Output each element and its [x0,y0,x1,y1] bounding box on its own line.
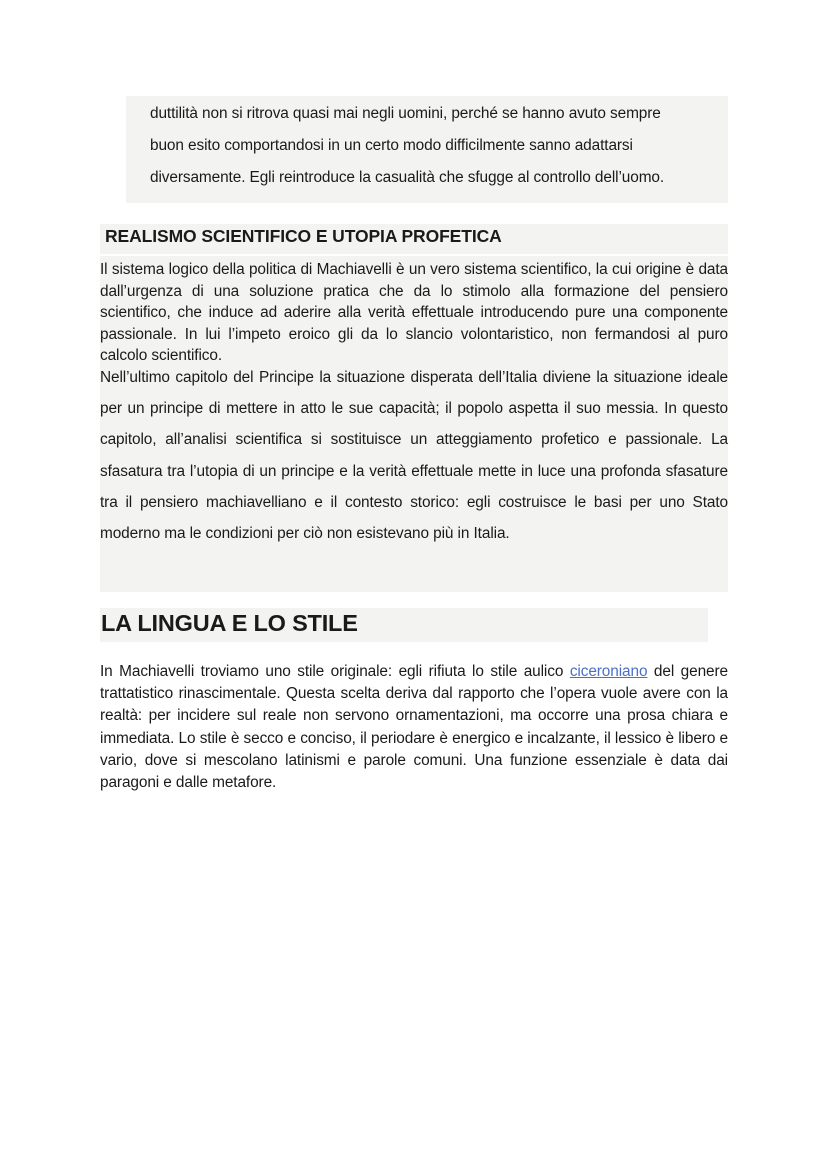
paragraph-text-after-link: del genere trattatistico rinascimentale. Questa scelta deriva dal rapporto che l’opera vuole avere con la realtà: per incidere sul reale non servono ornamentazioni, ma occorre una prosa chiara e immediata. Lo stile è secco e conciso, il periodare è energico e incalzante, il lessico è libero e vario, dove si mescolano latinismi e parole comuni. Una funzione essenziale è data dai paragoni e dalle metafore. [100,663,728,792]
quote-continuation-block [126,96,728,203]
paragraph-sistema-logico: Il sistema logico della politica di Machiavelli è un vero sistema scientifico, la cui origine è data dall’urgenza di una soluzione pratica che da lo stimolo alla formazione del pensiero scientifico, che induce ad aderire alla verità effettuale introducendo pure una componente passionale. In lui l’impeto eroico gli da lo slancio volontaristico, non fermandosi al puro calcolo scientifico. [100,261,728,365]
section-body-realismo [100,256,728,592]
ciceroniano-link[interactable]: ciceroniano [569,663,648,680]
paragraph-ultimo-capitolo: Nell’ultimo capitolo del Principe la situazione disperata dell’Italia diviene la situazione ideale per un principe di mettere in atto le sue capacità; il popolo aspetta il suo messia. In questo capitolo, all’analisi scientifica si sostituisce un atteggiamento profetico e passionale. La sfasatura tra l’utopia di un principe e la verità effettuale mette in luce una profonda sfasature tra il pensiero machiavelliano e il contesto storico: egli costruisce le basi per uno Stato moderno ma le condizioni per ciò non esistevano più in Italia. [100,368,728,542]
section-heading-realismo: REALISMO SCIENTIFICO E UTOPIA PROFETICA [100,224,728,254]
paragraph-lingua-stile [100,661,728,794]
section-heading-lingua-stile: LA LINGUA E LO STILE [100,608,708,642]
quote-line-2: buon esito comportandosi in un certo modo difficilmente sanno adattarsi [150,137,633,154]
paragraph-text-before-link: In Machiavelli troviamo uno stile originale: egli rifiuta lo stile aulico [100,663,570,680]
quote-line-1: duttilità non si ritrova quasi mai negli uomini, perché se hanno avuto sempre [150,105,661,122]
quote-line-3: diversamente. Egli reintroduce la casualità che sfugge al controllo dell’uomo. [150,169,665,186]
